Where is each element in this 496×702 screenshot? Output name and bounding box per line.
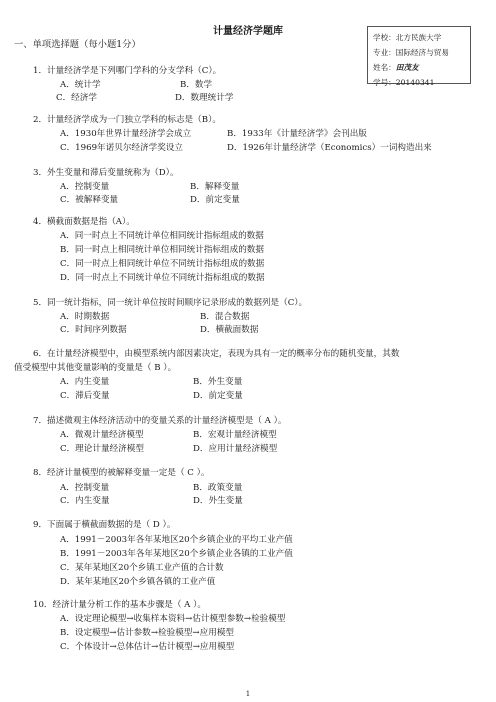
- q4-option-b: B．同一时点上相同统计单位相同统计指标组成的数据: [60, 245, 264, 255]
- question-5-stem: 5．同一统计指标，同一统计单位按时间顺序记录形成的数据列是（C）。: [33, 298, 308, 308]
- question-8-stem: 8．经济计量模型的被解释变量一定是（ C ）。: [33, 468, 210, 478]
- q1-option-a: A．统计学: [60, 80, 101, 90]
- q9-option-c: C．某年某地区20个乡镇工业产值的合计数: [60, 563, 224, 573]
- school-line: 学校：北方民族大学: [373, 33, 442, 42]
- q6-option-a: A．内生变量: [60, 377, 110, 387]
- student-info-box: [367, 26, 471, 87]
- q9-option-a: A．1991－2003年各年某地区20个乡镇企业的平均工业产值: [60, 535, 293, 545]
- q2-option-a: A．1930年世界计量经济学会成立: [60, 129, 192, 139]
- q6-option-b: B．外生变量: [193, 377, 243, 387]
- question-1-stem: 1．计量经济学是下列哪门学科的分支学科（C）。: [33, 66, 222, 76]
- q1-option-d: D．数理统计学: [175, 93, 234, 103]
- q10-option-c: C．个体设计→总体估计→估计模型→应用模型: [60, 642, 235, 652]
- q1-option-c: C．经济学: [56, 93, 97, 103]
- q3-option-b: B．解释变量: [190, 182, 240, 192]
- q8-option-b: B．政策变量: [193, 483, 243, 493]
- q3-option-a: A．控制变量: [60, 182, 110, 192]
- q7-option-c: C．理论计量经济模型: [60, 444, 144, 454]
- question-3-stem: 3．外生变量和滞后变量统称为（D）。: [33, 168, 179, 178]
- q4-option-c: C．同一时点上相同统计单位不同统计指标组成的数据: [60, 259, 265, 269]
- name-label: 姓名：: [373, 63, 396, 72]
- q10-option-a: A．设定理论模型→收集样本资料→估计模型参数→检验模型: [60, 614, 286, 624]
- q3-option-c: C．被解释变量: [60, 195, 119, 205]
- question-9-stem: 9．下面属于横截面数据的是（ D ）。: [33, 520, 176, 530]
- q2-option-d: D．1926年计量经济学（Economics）一词构造出来: [227, 143, 432, 153]
- name-line: [373, 60, 465, 75]
- question-2-stem: 2．计量经济学成为一门独立学科的标志是（B）。: [33, 115, 221, 125]
- q4-option-d: D．同一时点上不同统计单位不同统计指标组成的数据: [60, 273, 265, 283]
- document-title: 计量经济学题库: [213, 26, 283, 37]
- q8-option-a: A．控制变量: [60, 483, 110, 493]
- name-signature: 田茂友: [395, 63, 419, 72]
- q5-option-a: A．时期数据: [60, 312, 110, 322]
- q2-option-c: C．1969年诺贝尔经济学奖设立: [60, 143, 183, 153]
- q7-option-a: A．微观计量经济模型: [60, 430, 144, 440]
- question-7-stem: 7．描述微观主体经济活动中的变量关系的计量经济模型是（ A ）。: [33, 416, 287, 426]
- q7-option-d: D．应用计量经济模型: [193, 444, 278, 454]
- q4-option-a: A．同一时点上不同统计单位相同统计指标组成的数据: [60, 231, 264, 241]
- q8-option-d: D．外生变量: [193, 496, 243, 506]
- q5-option-b: B．混合数据: [200, 312, 250, 322]
- student-id-line: 学号：20140341: [373, 78, 435, 87]
- section-heading: 一、单项选择题（每小题1分）: [14, 39, 141, 50]
- q10-option-b: B．设定模型→估计参数→检验模型→应用模型: [60, 628, 235, 638]
- q5-option-d: D．横截面数据: [200, 325, 259, 335]
- q3-option-d: D．前定变量: [190, 195, 240, 205]
- q7-option-b: B．宏观计量经济模型: [193, 430, 277, 440]
- page-number: 1: [245, 690, 251, 698]
- q6-option-d: D．前定变量: [193, 391, 243, 401]
- q6-option-c: C．滞后变量: [60, 391, 110, 401]
- q9-option-b: B．1991－2003年各年某地区20个乡镇企业各镇的工业产值: [60, 549, 293, 559]
- question-6-stem-line2: 值受模型中其他变量影响的变量是（ B ）。: [14, 363, 177, 373]
- question-4-stem: 4．横截面数据是指（A）。: [33, 217, 135, 227]
- q2-option-b: B．1933年《计量经济学》会刊出版: [227, 129, 367, 139]
- q5-option-c: C．时间序列数据: [60, 325, 127, 335]
- q9-option-d: D．某年某地区20个乡镇各镇的工业产值: [60, 577, 216, 587]
- q1-option-b: B．数学: [180, 80, 213, 90]
- q8-option-c: C．内生变量: [60, 496, 110, 506]
- major-line: 专业：国际经济与贸易: [373, 48, 449, 57]
- question-6-stem-line1: 6．在计量经济模型中，由模型系统内部因素决定，表现为具有一定的概率分布的随机变量，其数: [33, 349, 400, 359]
- question-10-stem: 10．经济计量分析工作的基本步骤是（ A ）。: [33, 600, 206, 610]
